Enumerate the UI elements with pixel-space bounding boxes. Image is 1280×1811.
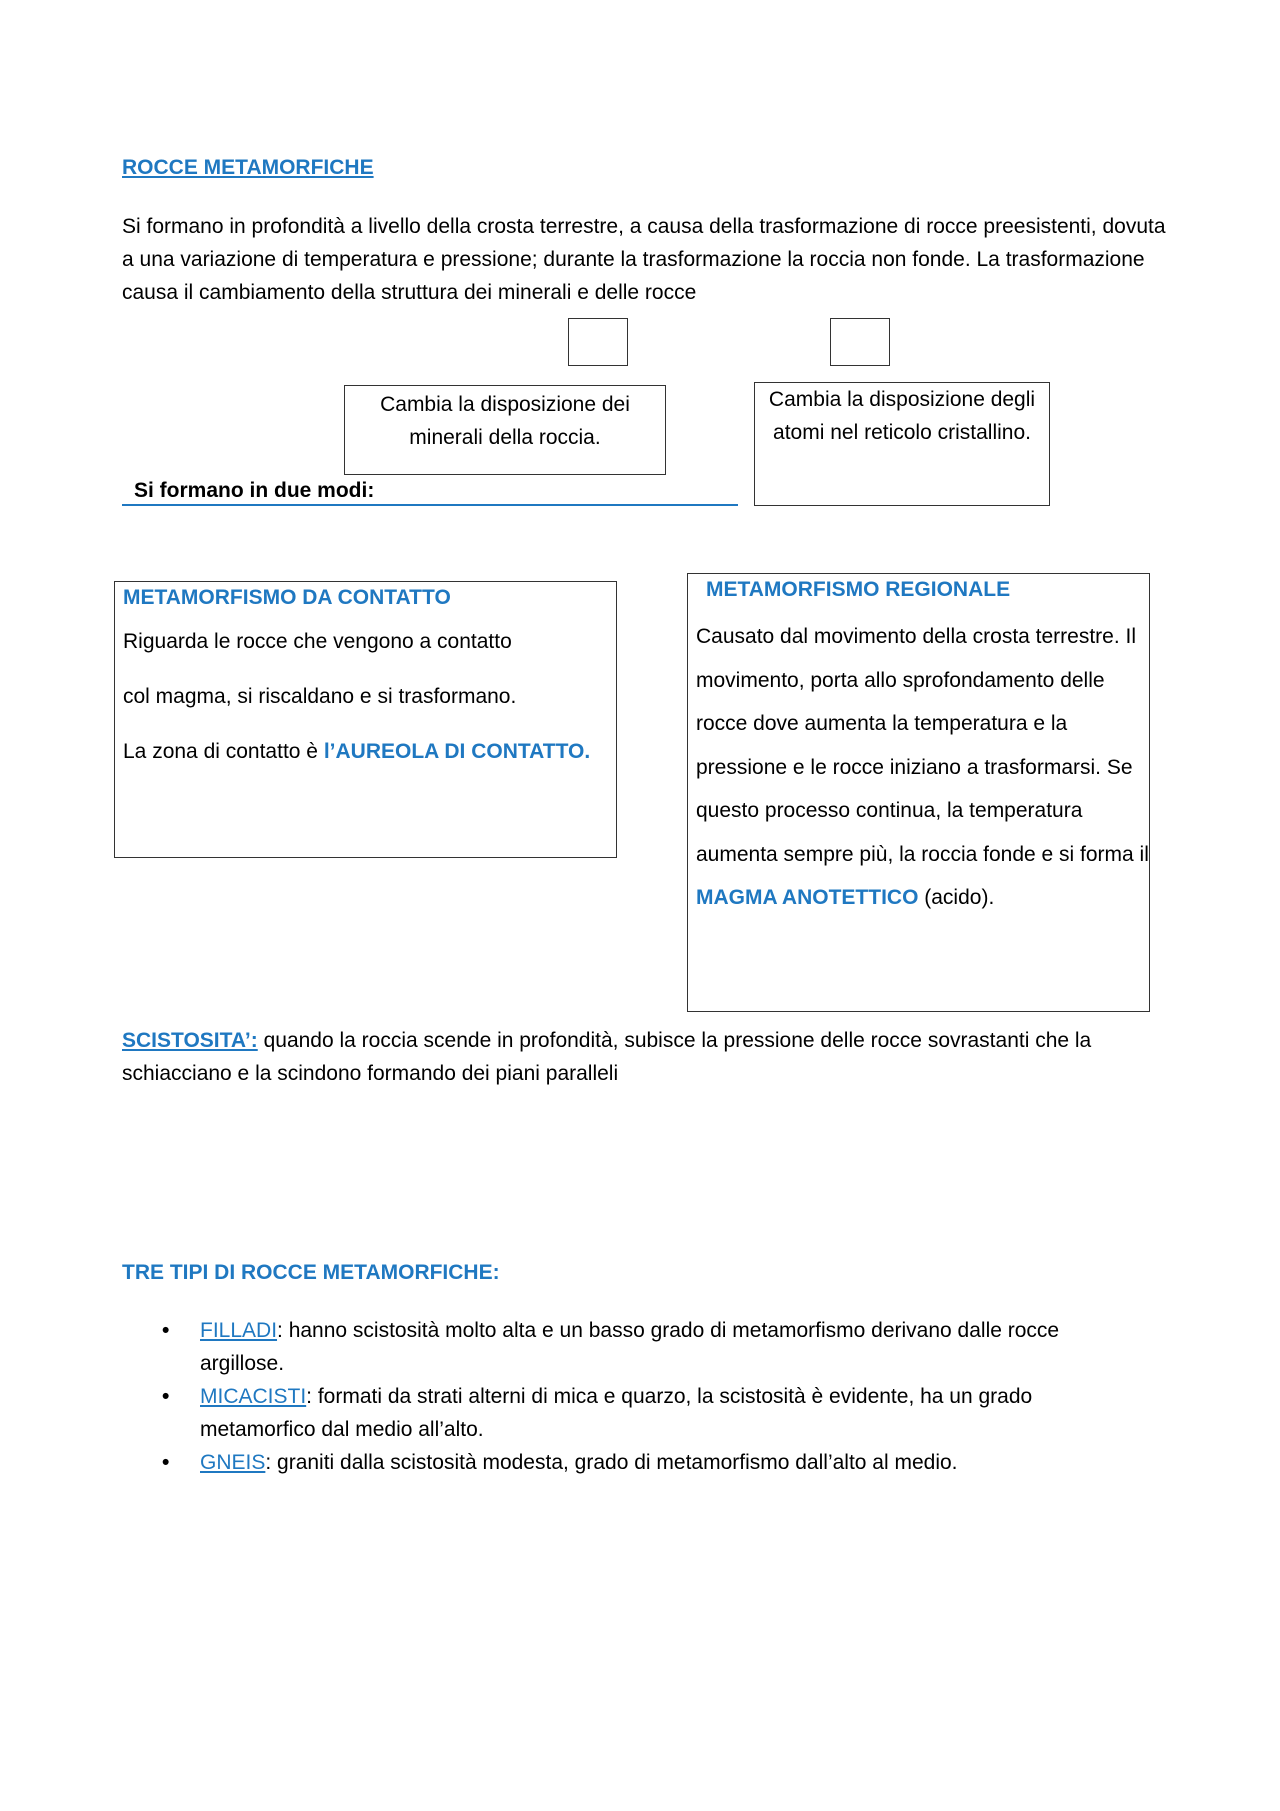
regionale-body: Causato dal movimento della crosta terrestre. Il movimento, porta allo sprofondamento delle rocce dove aumenta la temperatura e la pressione e le rocce iniziano a trasformarsi. Se questo processo continua, la temperatura aumenta sempre più, la roccia fonde e si forma il: [696, 625, 1149, 866]
minerali-box-text: Cambia la disposizione dei minerali della roccia.: [380, 393, 630, 449]
regionale-box: [687, 573, 1150, 1012]
type-desc: : graniti dalla scistosità modesta, grado di metamorfismo dall’alto al medio.: [265, 1451, 958, 1474]
rock-types-list: [122, 1314, 1122, 1479]
atomi-box-text: Cambia la disposizione degli atomi nel reticolo cristallino.: [768, 388, 1036, 444]
bullet-icon: •: [162, 1385, 170, 1408]
type-term: GNEIS: [200, 1451, 266, 1474]
bullet-icon: •: [162, 1451, 170, 1474]
page-title: ROCCE METAMORFICHE: [122, 156, 374, 179]
list-item: [122, 1446, 1122, 1479]
scistosita-text: quando la roccia scende in profondità, subisce la pressione delle rocce sovrastanti che la schiacciano e la scindono formando dei piani paralleli: [122, 1029, 1092, 1085]
minerali-box: [344, 385, 666, 475]
modi-heading: Si formano in due modi:: [122, 478, 738, 506]
type-desc: : hanno scistosità molto alta e un basso grado di metamorfismo derivano dalle rocce argillose.: [200, 1319, 1060, 1375]
scistosita-label: SCISTOSITA’:: [122, 1029, 258, 1052]
magma-highlight: MAGMA ANOTETTICO: [696, 886, 919, 909]
tre-tipi-heading: TRE TIPI DI ROCCE METAMORFICHE:: [122, 1261, 500, 1284]
regionale-heading: METAMORFISMO REGIONALE: [706, 578, 1011, 601]
type-term: FILLADI: [200, 1319, 278, 1342]
scistosita-paragraph: [122, 1024, 1182, 1090]
list-item: [122, 1380, 1122, 1446]
contatto-line-2: col magma, si riscaldano e si trasformano.: [123, 685, 517, 708]
contatto-box: [114, 581, 617, 858]
regionale-text: [696, 615, 1149, 920]
atomi-box: [754, 382, 1050, 506]
empty-box-left: [568, 318, 628, 366]
contatto-line-3-text: La zona di contatto è: [123, 740, 324, 763]
aureola-highlight: l’AUREOLA DI CONTATTO.: [323, 740, 591, 763]
empty-box-right: [830, 318, 890, 366]
contatto-line-3: [123, 724, 616, 779]
intro-paragraph: Si formano in profondità a livello della crosta terrestre, a causa della trasformazione di rocce preesistenti, dovuta a una variazione di temperatura e pressione; durante la trasformazione la roccia non fonde. La trasformazione causa il cambiamento della struttura dei minerali e delle rocce: [122, 215, 1166, 304]
contatto-heading: METAMORFISMO DA CONTATTO: [123, 586, 451, 609]
bullet-icon: •: [162, 1319, 170, 1342]
regionale-suffix: (acido).: [918, 886, 995, 909]
list-item: [122, 1314, 1122, 1380]
type-desc: : formati da strati alterni di mica e quarzo, la scistosità è evidente, ha un grado metamorfico dal medio all’alto.: [200, 1385, 1033, 1441]
contatto-line-1: Riguarda le rocce che vengono a contatto: [123, 630, 512, 653]
type-term: MICACISTI: [200, 1385, 307, 1408]
